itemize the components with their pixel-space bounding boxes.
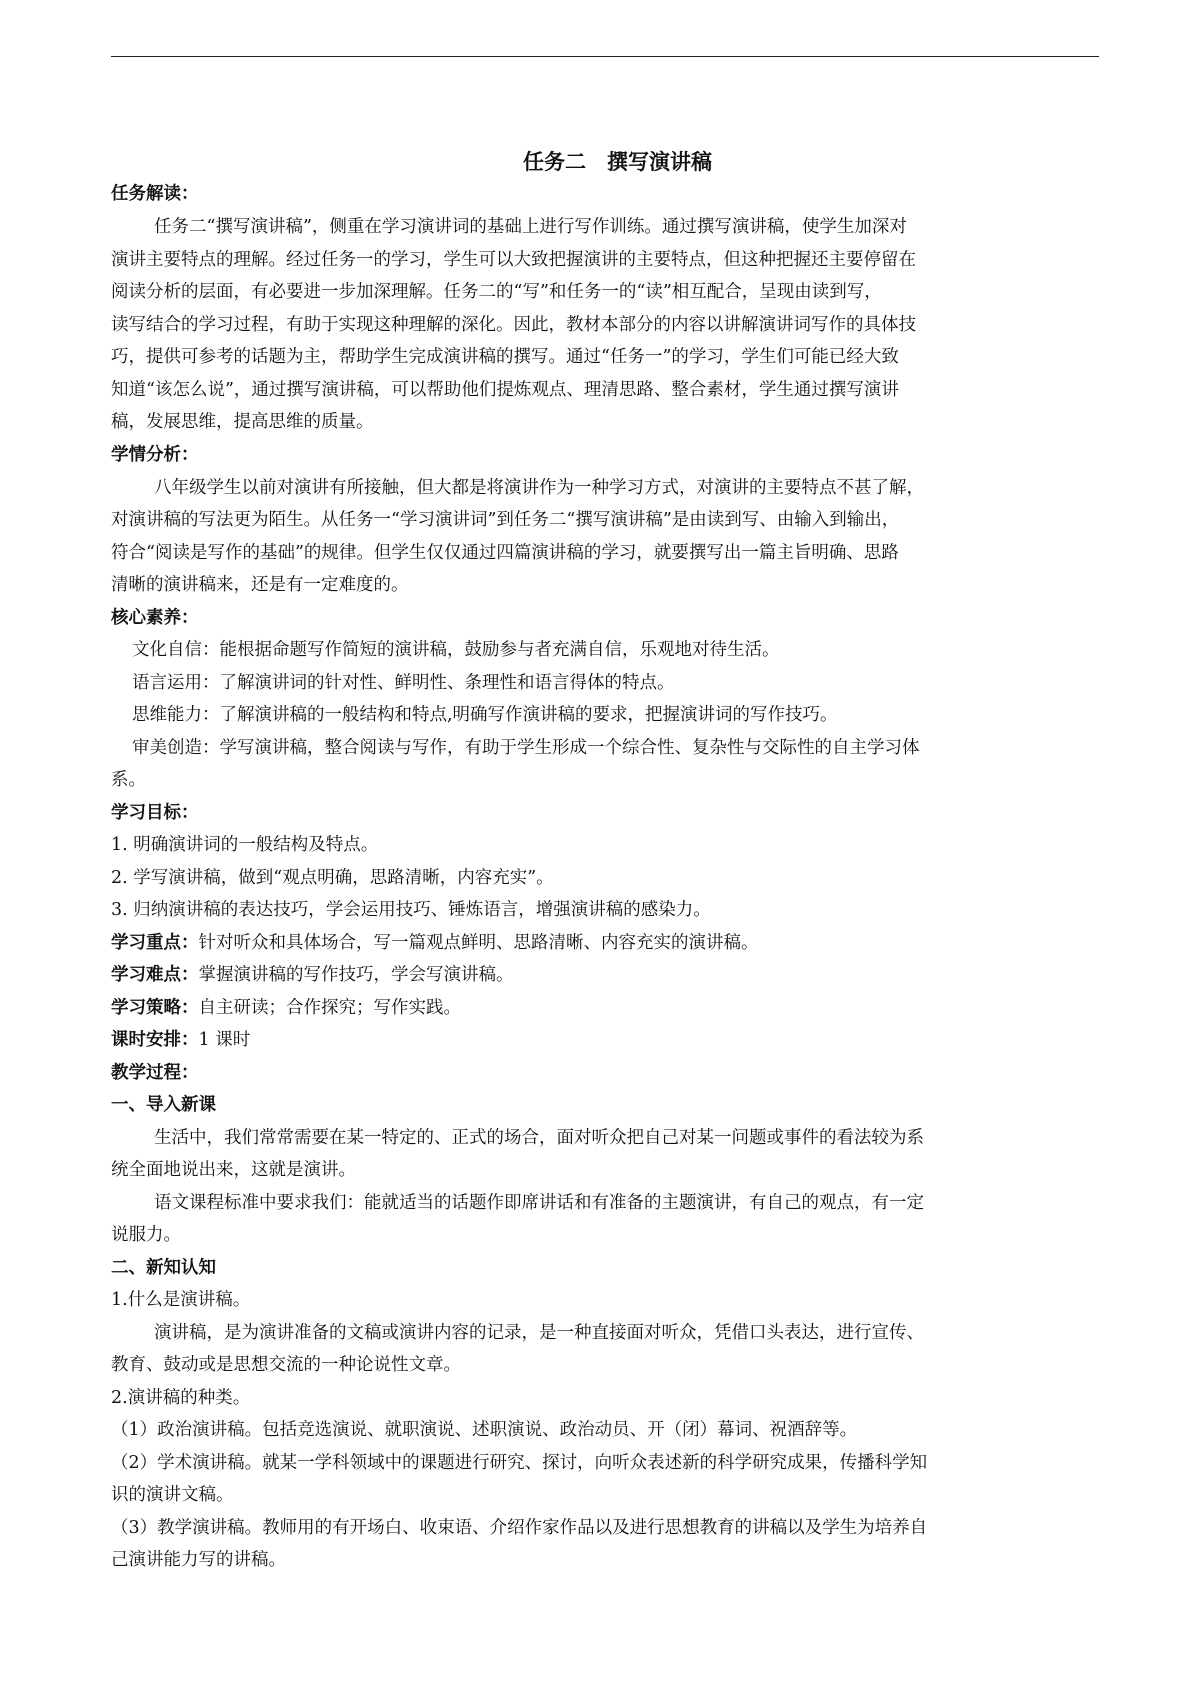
core-literacy-heading: 核心素养： <box>111 608 199 628</box>
question-1-line: 演讲稿，是为演讲准备的文稿或演讲内容的记录，是一种直接面对听众，凭借口头表达，进行宣传、 <box>154 1323 924 1343</box>
question-1: 1.什么是演讲稿。 <box>111 1290 251 1310</box>
speech-type-item: （2）学术演讲稿。就某一学科领域中的课题进行研究、探讨，向听众表述新的科学研究成果，传播科学知 <box>111 1453 928 1473</box>
difficulties-label: 学习难点： <box>111 965 199 985</box>
question-2: 2.演讲稿的种类。 <box>111 1388 251 1408</box>
student-analysis-line: 清晰的演讲稿来，还是有一定难度的。 <box>111 575 409 595</box>
speech-type-item: （1）政治演讲稿。包括竞选演说、就职演说、述职演说、政治动员、开（闭）幕词、祝酒辞等。 <box>111 1420 858 1440</box>
speech-type-item: 识的演讲文稿。 <box>111 1485 234 1505</box>
core-literacy-line: 系。 <box>111 770 146 790</box>
core-literacy-line: 思维能力：了解演讲稿的一般结构和特点,明确写作演讲稿的要求，把握演讲词的写作技巧。 <box>132 705 838 725</box>
speech-type-item: （3）教学演讲稿。教师用的有开场白、收束语、介绍作家作品以及进行思想教育的讲稿以及学生为培养自 <box>111 1518 928 1538</box>
header-rule <box>111 56 1099 57</box>
objectives-heading: 学习目标： <box>111 803 199 823</box>
strategy-text: 自主研读；合作探究；写作实践。 <box>198 998 461 1018</box>
task-reading-line: 知道“该怎么说”，通过撰写演讲稿，可以帮助他们提炼观点、理清思路、整合素材，学生通过撰写演讲 <box>111 380 899 400</box>
process-heading: 教学过程： <box>111 1063 199 1083</box>
core-literacy-line: 语言运用：了解演讲词的针对性、鲜明性、条理性和语言得体的特点。 <box>132 673 675 693</box>
schedule-label: 课时安排： <box>111 1030 199 1050</box>
student-analysis-line: 对演讲稿的写法更为陌生。从任务一“学习演讲词”到任务二“撰写演讲稿”是由读到写、由输入到输出， <box>111 510 900 530</box>
schedule-row <box>111 1028 250 1052</box>
difficulties-row <box>111 963 514 987</box>
section1-line: 说服力。 <box>111 1225 181 1245</box>
task-reading-line: 巧，提供可参考的话题为主，帮助学生完成演讲稿的撰写。通过“任务一”的学习，学生们可能已经大致 <box>111 347 899 367</box>
section1-line: 语文课程标准中要求我们：能就适当的话题作即席讲话和有准备的主题演讲，有自己的观点，有一定 <box>154 1193 924 1213</box>
objective-item: 2. 学写演讲稿，做到“观点明确，思路清晰，内容充实”。 <box>111 868 554 888</box>
core-literacy-line: 文化自信：能根据命题写作简短的演讲稿，鼓励参与者充满自信，乐观地对待生活。 <box>132 640 780 660</box>
objective-item: 3. 归纳演讲稿的表达技巧，学会运用技巧、锤炼语言，增强演讲稿的感染力。 <box>111 900 711 920</box>
key-points-label: 学习重点： <box>111 933 199 953</box>
schedule-text: 1 课时 <box>198 1030 251 1050</box>
strategy-row <box>111 996 461 1020</box>
difficulties-text: 掌握演讲稿的写作技巧，学会写演讲稿。 <box>198 965 514 985</box>
page-title: 任务二 撰写演讲稿 <box>523 150 712 174</box>
objective-item: 1. 明确演讲词的一般结构及特点。 <box>111 835 379 855</box>
task-reading-line: 读写结合的学习过程，有助于实现这种理解的深化。因此，教材本部分的内容以讲解演讲词写作的具体技 <box>111 315 916 335</box>
core-literacy-line: 审美创造：学写演讲稿，整合阅读与写作，有助于学生形成一个综合性、复杂性与交际性的自主学习体 <box>132 738 920 758</box>
key-points-row <box>111 931 759 955</box>
section1-line: 生活中，我们常常需要在某一特定的、正式的场合，面对听众把自己对某一问题或事件的看法较为系 <box>154 1128 924 1148</box>
strategy-label: 学习策略： <box>111 998 199 1018</box>
student-analysis-heading: 学情分析： <box>111 445 199 465</box>
section1-line: 统全面地说出来，这就是演讲。 <box>111 1160 356 1180</box>
section2-heading: 二、新知认知 <box>111 1258 216 1278</box>
student-analysis-line: 符合“阅读是写作的基础”的规律。但学生仅仅通过四篇演讲稿的学习，就要撰写出一篇主旨明确、思路 <box>111 543 899 563</box>
student-analysis-line: 八年级学生以前对演讲有所接触，但大都是将演讲作为一种学习方式，对演讲的主要特点不甚了解， <box>154 478 924 498</box>
key-points-text: 针对听众和具体场合，写一篇观点鲜明、思路清晰、内容充实的演讲稿。 <box>198 933 759 953</box>
question-1-line: 教育、鼓动或是思想交流的一种论说性文章。 <box>111 1355 461 1375</box>
task-reading-line: 阅读分析的层面，有必要进一步加深理解。任务二的“写”和任务一的“读”相互配合，呈现由读到写， <box>111 282 882 302</box>
task-reading-line: 任务二“撰写演讲稿”，侧重在学习演讲词的基础上进行写作训练。通过撰写演讲稿，使学生加深对 <box>154 217 907 237</box>
task-reading-heading: 任务解读： <box>111 184 199 204</box>
task-reading-line: 稿，发展思维，提高思维的质量。 <box>111 412 374 432</box>
task-reading-line: 演讲主要特点的理解。经过任务一的学习，学生可以大致把握演讲的主要特点，但这种把握还主要停留在 <box>111 250 916 270</box>
section1-heading: 一、导入新课 <box>111 1095 216 1115</box>
speech-type-item: 己演讲能力写的讲稿。 <box>111 1550 286 1570</box>
